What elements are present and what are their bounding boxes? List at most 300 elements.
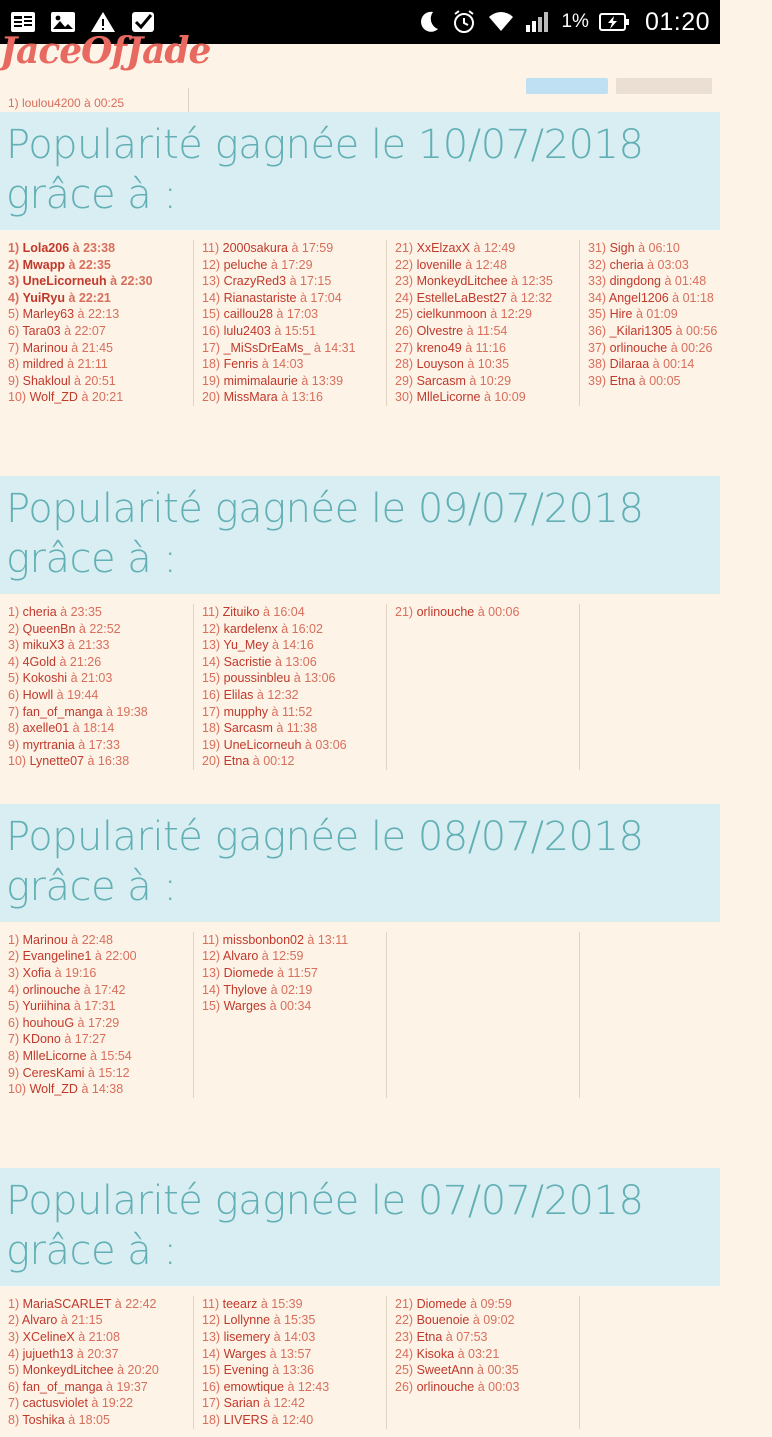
battery-percent-label: 1%	[561, 11, 589, 32]
entry-time: à 11:52	[271, 704, 313, 719]
list-item	[202, 704, 378, 721]
list-item	[8, 1379, 185, 1396]
entry-time: à 19:22	[91, 1396, 134, 1411]
entry-username-link[interactable]: _Kilari1305	[609, 323, 673, 338]
entry-time: à 03:06	[304, 737, 347, 752]
entry-column	[579, 240, 772, 406]
entry-username-link[interactable]: UneLicorneuh	[22, 274, 107, 289]
entry-rank: 2)	[8, 949, 20, 964]
list-item	[8, 240, 185, 257]
entry-time: à 00:35	[477, 1363, 519, 1378]
entry-rank: 4)	[8, 290, 20, 305]
day-entry-columns	[0, 1286, 720, 1437]
popularity-day-block	[0, 804, 720, 1106]
entry-username-link[interactable]: Sarian	[223, 1396, 260, 1411]
entry-rank: 20)	[202, 754, 221, 769]
entry-time: à 13:39	[301, 373, 344, 388]
list-item	[8, 373, 185, 390]
entry-rank: 21)	[395, 604, 414, 619]
list-item	[202, 948, 378, 965]
entry-username-link[interactable]: Lola206	[22, 241, 70, 255]
entry-time: à 19:16	[54, 966, 97, 981]
entry-time: à 03:03	[647, 257, 689, 272]
entry-username-link[interactable]: XxElzaxX	[416, 241, 471, 255]
list-item	[202, 1312, 378, 1329]
list-item	[8, 356, 185, 373]
entry-rank: 17)	[202, 340, 221, 355]
list-item	[588, 290, 764, 307]
entry-username-link[interactable]: Warges	[223, 999, 267, 1014]
entry-time: à 14:16	[271, 638, 314, 653]
entry-username-link[interactable]: Howll	[22, 687, 54, 702]
list-item	[8, 654, 185, 671]
entry-rank: 8)	[8, 721, 20, 736]
entry-username-link[interactable]: orlinouche	[22, 982, 81, 997]
entry-rank: 7)	[8, 1396, 20, 1411]
entry-rank: 11)	[202, 1296, 220, 1311]
list-item	[8, 1312, 185, 1329]
entry-username-link[interactable]: Wolf_ZD	[29, 390, 78, 405]
list-item	[202, 621, 378, 638]
entry-rank: 16)	[202, 1379, 221, 1394]
entry-username-link[interactable]: Diomede	[416, 1296, 467, 1311]
list-item	[395, 604, 571, 621]
list-item	[202, 982, 378, 999]
entry-username-link[interactable]: emowtique	[223, 1379, 285, 1394]
list-item	[202, 654, 378, 671]
entry-column	[193, 932, 386, 1098]
entry-username-link[interactable]: EstelleLaBest27	[416, 290, 507, 305]
entry-username-link[interactable]: poussinbleu	[223, 671, 291, 686]
entry-column	[579, 604, 772, 770]
list-item	[202, 1395, 378, 1412]
list-item	[202, 1362, 378, 1379]
popularity-day-list	[0, 112, 720, 1437]
entry-rank: 6)	[8, 1379, 20, 1394]
entry-username-link[interactable]: Sigh	[609, 241, 635, 255]
entry-username-link[interactable]: MonkeydLitchee	[22, 1363, 114, 1378]
entry-username-link[interactable]: lisemery	[223, 1330, 271, 1344]
list-item	[202, 604, 378, 621]
entry-username-link[interactable]: QueenBn	[22, 621, 76, 636]
entry-time: à 16:38	[87, 754, 130, 769]
entry-column	[579, 932, 772, 1098]
list-item	[395, 1329, 571, 1346]
entry-username-link[interactable]: Etna	[223, 754, 250, 769]
entry-username-link[interactable]: Yu_Mey	[223, 638, 269, 653]
entry-rank: 2)	[8, 621, 20, 636]
entry-time: à 00:14	[652, 357, 695, 372]
entry-username-link[interactable]: kardelenx	[223, 621, 278, 636]
entry-rank: 12)	[202, 621, 221, 636]
entry-time: à 22:00	[94, 949, 137, 964]
entry-username-link[interactable]: Toshika	[22, 1412, 65, 1427]
block-spacer	[0, 778, 720, 804]
entry-username-link[interactable]: fan_of_manga	[22, 704, 103, 719]
list-item	[202, 356, 378, 373]
list-item	[202, 323, 378, 340]
entry-time: à 12:48	[465, 257, 507, 272]
entry-column	[0, 932, 193, 1098]
list-item	[8, 621, 185, 638]
list-item	[588, 306, 764, 323]
day-heading: Popularité gagnée le 09/07/2018 grâce à :	[0, 476, 720, 594]
entry-username-link[interactable]: Sacristie	[223, 654, 272, 669]
list-item	[395, 290, 571, 307]
entry-username-link[interactable]: LIVERS	[223, 1412, 269, 1427]
entry-rank: 15)	[202, 999, 221, 1014]
entry-rank: 1)	[8, 1296, 20, 1311]
alarm-icon	[451, 9, 477, 35]
entry-rank: 1)	[8, 241, 20, 255]
entry-column	[193, 1296, 386, 1429]
entry-rank: 21)	[395, 1296, 414, 1311]
entry-rank: 3)	[8, 966, 20, 981]
entry-time: à 17:59	[291, 241, 334, 255]
entry-username-link[interactable]: Sarcasm	[223, 721, 273, 736]
list-item	[8, 998, 185, 1015]
entry-rank: 14)	[202, 290, 221, 305]
list-item	[8, 948, 185, 965]
entry-username-link[interactable]: Kisoka	[416, 1346, 455, 1361]
entry-username-link[interactable]: Bouenoie	[416, 1313, 470, 1328]
entry-time: à 17:42	[83, 982, 126, 997]
entry-username-link[interactable]: lovenille	[416, 257, 462, 272]
entry-time: à 21:15	[60, 1313, 103, 1328]
list-item	[8, 1065, 185, 1082]
entry-time: à 18:14	[72, 721, 115, 736]
column-divider	[188, 88, 189, 112]
entry-username-link[interactable]: Hire	[609, 307, 633, 322]
list-item	[395, 323, 571, 340]
entry-time: à 14:31	[313, 340, 356, 355]
entry-time: à 00:06	[477, 604, 520, 619]
entry-time: à 22:13	[77, 307, 120, 322]
list-item	[202, 753, 378, 770]
entry-time: à 12:59	[261, 949, 304, 964]
list-item	[8, 704, 185, 721]
list-item	[202, 1329, 378, 1346]
list-item	[202, 340, 378, 357]
entry-time: à 01:09	[635, 307, 678, 322]
entry-rank: 18)	[202, 1412, 221, 1427]
entry-rank: 13)	[202, 638, 221, 653]
entry-rank: 25)	[395, 1363, 414, 1378]
entry-username-link[interactable]: Marinou	[22, 340, 68, 355]
entry-username-link[interactable]: peluche	[223, 257, 268, 272]
entry-username-link[interactable]: mildred	[22, 357, 64, 372]
list-item	[8, 273, 185, 290]
entry-username-link[interactable]: Sarcasm	[416, 373, 466, 388]
entry-rank: 2)	[8, 257, 20, 272]
entry-rank: 31)	[588, 241, 607, 255]
entry-time: à 10:09	[483, 390, 526, 405]
entry-username-link[interactable]: Alvaro	[222, 949, 259, 964]
entry-rank: 25)	[395, 307, 414, 322]
entry-username-link[interactable]: MlleLicorne	[22, 1049, 87, 1064]
entry-username-link[interactable]: Rianastariste	[223, 290, 297, 305]
list-item	[202, 965, 378, 982]
popularity-day-block	[0, 476, 720, 778]
entry-username-link[interactable]: UneLicorneuh	[223, 737, 302, 752]
list-item	[395, 240, 571, 257]
entry-time: à 13:57	[269, 1346, 312, 1361]
entry-rank: 24)	[395, 1346, 414, 1361]
list-item	[202, 257, 378, 274]
entry-username-link[interactable]: Zituiko	[222, 604, 260, 619]
entry-rank: 14)	[202, 982, 221, 997]
entry-username-link[interactable]: Diomede	[223, 966, 274, 981]
entry-time: à 20:21	[81, 390, 124, 405]
day-heading: Popularité gagnée le 07/07/2018 grâce à :	[0, 1168, 720, 1286]
entry-rank: 10)	[8, 754, 27, 769]
entry-column	[0, 1296, 193, 1429]
entry-rank: 33)	[588, 274, 607, 289]
entry-username-link[interactable]: houhouG	[22, 1015, 75, 1030]
entry-username-link[interactable]: Tara03	[22, 323, 61, 338]
entry-username-link[interactable]: Angel1206	[608, 290, 669, 305]
list-item	[202, 1379, 378, 1396]
status-bar-system-icons	[415, 8, 710, 37]
entry-time: à 17:15	[289, 274, 332, 289]
entry-username-link[interactable]: Alvaro	[21, 1313, 58, 1328]
list-item	[8, 720, 185, 737]
entry-rank: 9)	[8, 373, 20, 388]
entry-rank: 23)	[395, 274, 414, 289]
entry-rank: 3)	[8, 274, 20, 289]
list-item	[202, 290, 378, 307]
entry-rank: 12)	[202, 1313, 221, 1328]
entry-username-link[interactable]: Yuriihina	[22, 999, 71, 1014]
list-item	[8, 670, 185, 687]
list-item	[8, 1412, 185, 1429]
entry-username-link[interactable]: CrazyRed3	[223, 274, 287, 289]
entry-username-link[interactable]: Marinou	[22, 932, 68, 947]
entry-username-link[interactable]: 2000sakura	[222, 241, 288, 255]
entry-username-link[interactable]: Lollynne	[223, 1313, 271, 1328]
entry-rank: 17)	[202, 1396, 221, 1411]
entry-username-link[interactable]: orlinouche	[416, 604, 475, 619]
entry-username-link[interactable]: Evening	[223, 1363, 269, 1378]
list-item	[8, 1362, 185, 1379]
entry-username-link[interactable]: Etna	[416, 1330, 443, 1344]
entry-time: à 22:35	[68, 257, 111, 272]
list-item	[8, 1015, 185, 1032]
list-item	[588, 340, 764, 357]
list-item	[8, 340, 185, 357]
entry-rank: 5)	[8, 307, 20, 322]
list-item	[8, 306, 185, 323]
entry-username-link[interactable]: mikuX3	[22, 638, 65, 653]
entry-username-link[interactable]: Olvestre	[416, 323, 464, 338]
list-item	[202, 737, 378, 754]
entry-username-link[interactable]: myrtrania	[22, 737, 75, 752]
list-item	[395, 373, 571, 390]
list-item	[588, 240, 764, 257]
entry-username-link[interactable]: cheria	[609, 257, 644, 272]
list-item	[588, 356, 764, 373]
entry-time: à 12:43	[287, 1379, 330, 1394]
entry-username-link[interactable]: YuiRyu	[22, 290, 65, 305]
entry-time: à 12:29	[490, 307, 532, 322]
entry-rank: 6)	[8, 323, 20, 338]
entry-username-link[interactable]: SweetAnn	[416, 1363, 474, 1378]
entry-time: à 00:34	[269, 999, 312, 1014]
entry-username-link[interactable]: teearz	[222, 1296, 258, 1311]
entry-rank: 18)	[202, 721, 221, 736]
entry-username-link[interactable]: Marley63	[22, 307, 75, 322]
entry-time: à 06:10	[638, 241, 680, 255]
list-item	[8, 637, 185, 654]
list-item	[395, 1346, 571, 1363]
entry-username-link[interactable]: MlleLicorne	[416, 390, 481, 405]
entry-time: à 11:16	[465, 340, 507, 355]
list-item	[8, 604, 185, 621]
entry-time: à 21:26	[59, 654, 102, 669]
entry-username-link[interactable]: caillou28	[223, 307, 273, 322]
list-item	[202, 998, 378, 1015]
entry-username-link[interactable]: orlinouche	[609, 340, 668, 355]
list-item	[8, 257, 185, 274]
list-item	[202, 373, 378, 390]
site-logo[interactable]: JaceOfJade	[0, 30, 211, 72]
entry-username-link[interactable]: Mwapp	[22, 257, 65, 272]
entry-rank: 7)	[8, 704, 20, 719]
entry-username-link[interactable]: fan_of_manga	[22, 1379, 103, 1394]
entry-rank: 11)	[202, 604, 220, 619]
block-spacer	[0, 414, 720, 476]
entry-time: à 10:29	[469, 373, 512, 388]
entry-time: à 12:49	[473, 241, 516, 255]
entry-rank: 20)	[202, 390, 221, 405]
entry-username-link[interactable]: cactusviolet	[22, 1396, 88, 1411]
entry-username-link[interactable]: MonkeydLitchee	[416, 274, 508, 289]
list-item	[8, 1048, 185, 1065]
entry-rank: 23)	[395, 1330, 414, 1344]
entry-time: à 23:35	[60, 604, 102, 619]
popularity-day-block	[0, 1168, 720, 1437]
entry-rank: 36)	[588, 323, 607, 338]
entry-rank: 16)	[202, 323, 221, 338]
list-item	[395, 257, 571, 274]
list-item	[395, 306, 571, 323]
entry-username-link[interactable]: Shakloul	[22, 373, 71, 388]
entry-time: à 12:32	[510, 290, 553, 305]
entry-username-link[interactable]: MissMara	[223, 390, 278, 405]
entry-username-link[interactable]: cielkunmoon	[416, 307, 487, 322]
entry-column	[386, 240, 579, 406]
block-spacer	[0, 1106, 720, 1168]
list-item	[8, 1329, 185, 1346]
list-item	[8, 1031, 185, 1048]
list-item	[395, 389, 571, 406]
entry-rank: 15)	[202, 671, 221, 686]
entry-time: à 01:48	[664, 274, 707, 289]
entry-time: à 22:52	[78, 621, 121, 636]
entry-username-link[interactable]: XCelineX	[22, 1330, 75, 1344]
entry-time: à 15:54	[90, 1049, 132, 1064]
entry-username-link[interactable]: Lynette07	[29, 754, 85, 769]
entry-username-link[interactable]: Dilaraa	[609, 357, 650, 372]
entry-username-link[interactable]: kreno49	[416, 340, 462, 355]
entry-username-link[interactable]: _MiSsDrEaMs_	[223, 340, 311, 355]
entry-rank: 8)	[8, 1049, 20, 1064]
list-item	[8, 687, 185, 704]
entry-time: à 14:38	[81, 1082, 124, 1097]
entry-time: à 20:37	[76, 1346, 119, 1361]
list-item	[202, 687, 378, 704]
entry-username-link[interactable]: dingdong	[609, 274, 662, 289]
entry-username-link[interactable]: Kokoshi	[22, 671, 68, 686]
entry-username-link[interactable]: Warges	[223, 1346, 267, 1361]
entry-username-link[interactable]: orlinouche	[416, 1379, 475, 1394]
entry-time: à 22:42	[114, 1296, 157, 1311]
site-header-partial	[0, 30, 720, 112]
list-item	[395, 1296, 571, 1313]
entry-username-link[interactable]: CeresKami	[22, 1065, 85, 1080]
list-item	[588, 323, 764, 340]
list-item	[202, 932, 378, 949]
entry-username-link[interactable]: Etna	[609, 373, 636, 388]
list-item	[202, 1296, 378, 1313]
entry-rank: 10)	[8, 1082, 27, 1097]
entry-rank: 15)	[202, 307, 221, 322]
entry-username-link[interactable]: KDono	[22, 1032, 61, 1047]
entry-username-link[interactable]: cheria	[22, 604, 57, 619]
entry-username-link[interactable]: Thylove	[223, 982, 268, 997]
entry-username-link[interactable]: jujueth13	[22, 1346, 74, 1361]
entry-username-link[interactable]: axelle01	[22, 721, 70, 736]
entry-time: à 11:38	[276, 721, 318, 736]
entry-time: à 16:04	[262, 604, 305, 619]
list-item	[202, 720, 378, 737]
battery-charging-icon	[599, 12, 629, 32]
search-field[interactable]	[526, 78, 608, 94]
entry-username-link[interactable]: MariaSCARLET	[22, 1296, 112, 1311]
list-item	[8, 290, 185, 307]
entry-username-link[interactable]: Xofia	[22, 966, 52, 981]
entry-time: à 15:12	[87, 1065, 130, 1080]
list-item	[588, 273, 764, 290]
entry-rank: 13)	[202, 966, 221, 981]
entry-username-link[interactable]: Fenris	[223, 357, 259, 372]
entry-rank: 22)	[395, 1313, 414, 1328]
entry-username-link[interactable]: Evangeline1	[22, 949, 92, 964]
secondary-field[interactable]	[616, 78, 712, 94]
entry-rank: 22)	[395, 257, 414, 272]
entry-username-link[interactable]: 4Gold	[22, 654, 56, 669]
list-item	[395, 340, 571, 357]
entry-username-link[interactable]: mimimalaurie	[223, 373, 298, 388]
entry-time: à 21:45	[71, 340, 113, 355]
entry-username-link[interactable]: lulu2403	[223, 323, 271, 338]
entry-username-link[interactable]: Wolf_ZD	[29, 1082, 78, 1097]
entry-username-link[interactable]: mupphy	[223, 704, 269, 719]
entry-rank: 6)	[8, 687, 20, 702]
entry-time: à 09:59	[470, 1296, 512, 1311]
entry-time: à 13:06	[293, 671, 336, 686]
entry-rank: 8)	[8, 357, 20, 372]
list-item	[202, 1412, 378, 1429]
entry-username-link[interactable]: missbonbon02	[222, 932, 304, 947]
entry-time: à 00:05	[638, 373, 681, 388]
moon-icon	[415, 9, 441, 35]
entry-rank: 13)	[202, 274, 221, 289]
list-item	[8, 982, 185, 999]
entry-username-link[interactable]: Louyson	[416, 357, 464, 372]
entry-username-link[interactable]: Elilas	[223, 687, 254, 702]
entry-time: à 17:03	[276, 307, 319, 322]
